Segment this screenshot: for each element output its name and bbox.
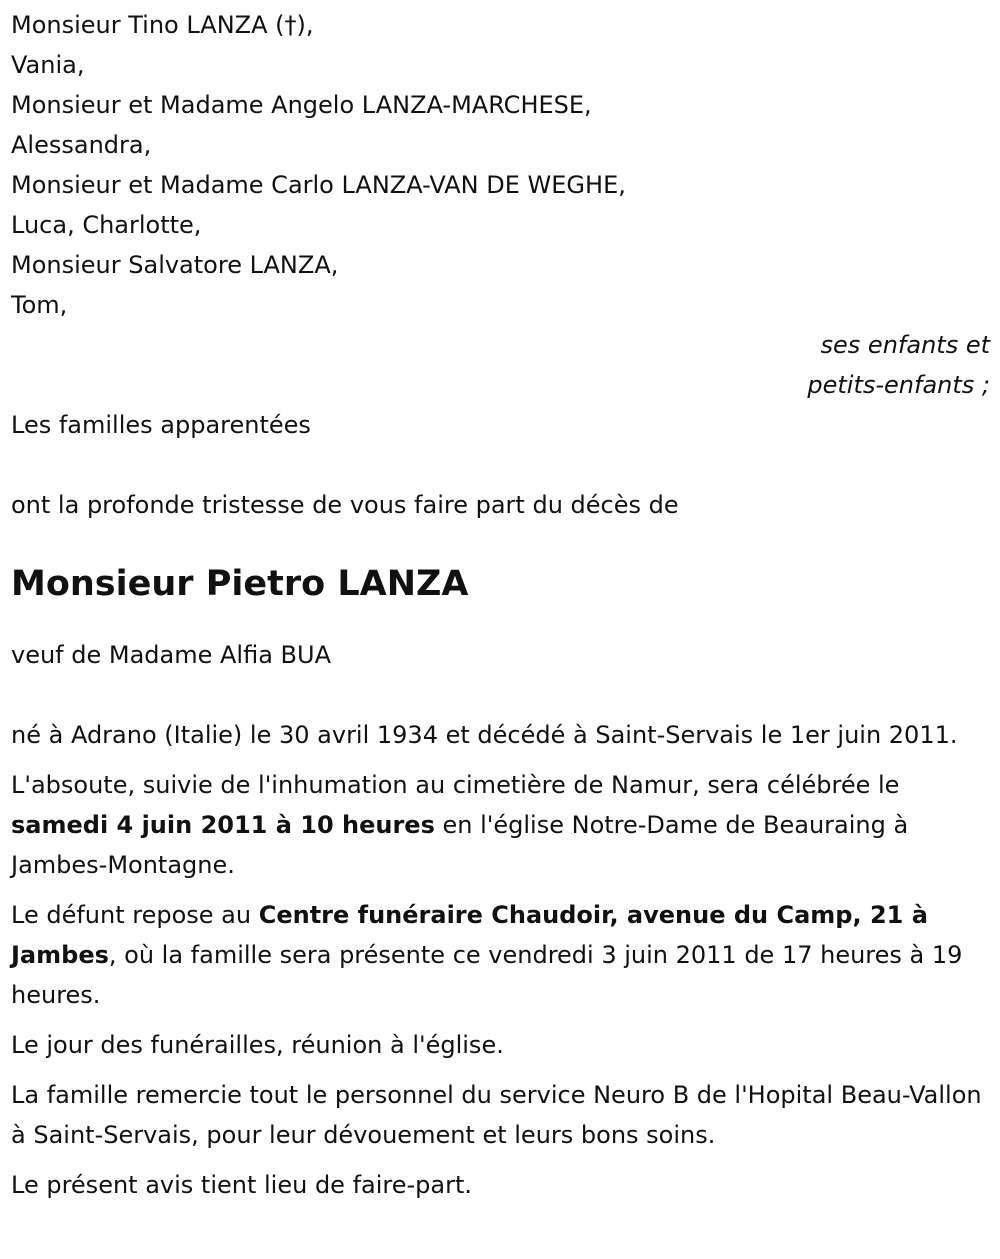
family-line: Tom,: [11, 291, 68, 319]
absoute-date: samedi 4 juin 2011 à 10 heures: [11, 811, 435, 839]
repose-text-after: , où la famille sera présente ce vendredi 3 juin 2011 de 17 heures à 19 heures.: [11, 941, 963, 1009]
family-signature: [11, 325, 990, 405]
absoute-text-after: en l'église Notre-Dame de Beauraing à Jambes-Montagne.: [11, 811, 909, 879]
widower-of: veuf de Madame Alfia BUA: [11, 641, 332, 669]
birth-death-info: né à Adrano (Italie) le 30 avril 1934 et décédé à Saint-Servais le 1er juin 2011.: [11, 721, 958, 749]
signature-line-1: ses enfants et: [820, 331, 990, 359]
announcement: ont la profonde tristesse de vous faire part du décès de: [11, 491, 679, 519]
related-families: Les familles apparentées: [11, 411, 311, 439]
repose-location: Centre funéraire Chaudoir, avenue du Camp, 21 à Jambes: [11, 901, 928, 969]
thanks-message: La famille remercie tout le personnel du service Neuro B de l'Hopital Beau-Vallon à Saint-Servais, pour leur dévouement et leurs bons soins.: [11, 1081, 982, 1149]
family-list: [11, 5, 990, 325]
repose-text-before: Le défunt repose au: [11, 901, 259, 929]
family-line: Monsieur et Madame Angelo LANZA-MARCHESE,: [11, 91, 592, 119]
family-line: Luca, Charlotte,: [11, 211, 202, 239]
family-line: Monsieur Salvatore LANZA,: [11, 251, 339, 279]
absoute-info: [11, 765, 990, 885]
reunion-info: Le jour des funérailles, réunion à l'église.: [11, 1031, 504, 1059]
deceased-name: Monsieur Pietro LANZA: [11, 564, 469, 604]
notice-statement: Le présent avis tient lieu de faire-part.: [11, 1171, 473, 1199]
family-line: Vania,: [11, 51, 85, 79]
family-line: Monsieur et Madame Carlo LANZA-VAN DE WEGHE,: [11, 171, 626, 199]
signature-line-2: petits-enfants ;: [807, 371, 990, 399]
repose-info: [11, 895, 990, 1015]
family-line: Alessandra,: [11, 131, 152, 159]
absoute-text-before: L'absoute, suivie de l'inhumation au cimetière de Namur, sera célébrée le: [11, 771, 900, 799]
family-line: Monsieur Tino LANZA (†),: [11, 11, 314, 39]
